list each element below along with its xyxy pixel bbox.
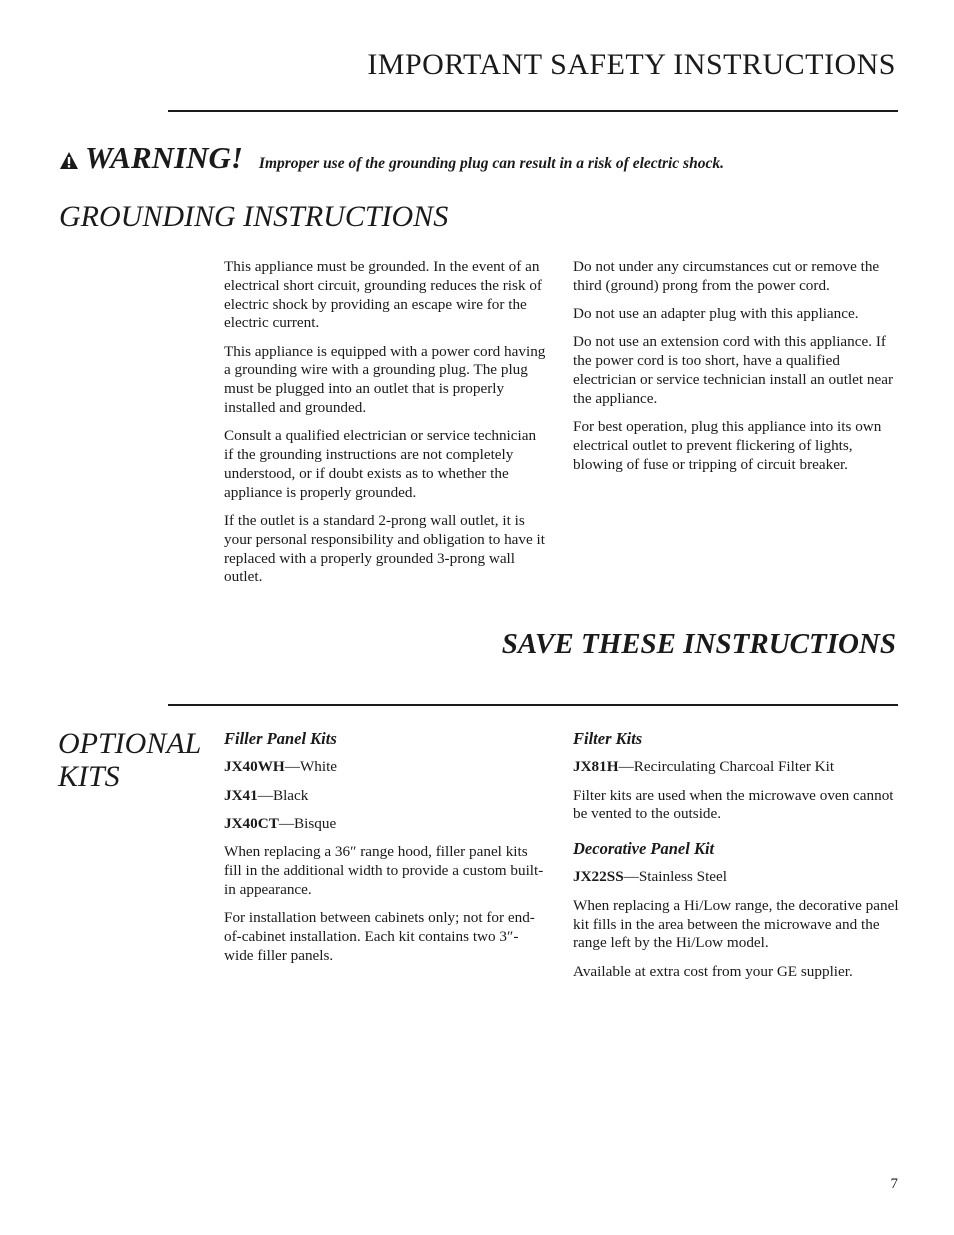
decorative-kit-paragraph: Available at extra cost from your GE supplier.	[573, 962, 853, 980]
kit-model-desc: Recirculating Charcoal Filter Kit	[633, 758, 835, 776]
kit-model-desc: Black	[272, 786, 309, 804]
optional-kits-title	[58, 727, 218, 793]
kit-model-line	[224, 758, 544, 777]
save-instructions-title: SAVE THESE INSTRUCTIONS	[501, 628, 896, 660]
warning-triangle-icon	[59, 151, 79, 170]
kit-model-desc: White	[299, 758, 338, 776]
top-divider	[168, 110, 898, 112]
filler-kits-paragraph: When replacing a 36″ range hood, filler panel kits fill in the additional width to provide a custom built-in appearance.	[224, 843, 544, 898]
warning-text: Improper use of the grounding plug can result in a risk of electric shock.	[258, 155, 724, 172]
kit-model-desc: Stainless Steel	[638, 868, 728, 886]
decorative-kit-paragraph: When replacing a Hi/Low range, the decorative panel kit fills in the area between the microwave and the range left by the Hi/Low model.	[573, 896, 899, 952]
grounding-right-column	[573, 258, 903, 484]
grounding-left-column	[224, 258, 549, 597]
filter-kits-paragraph: Filter kits are used when the microwave oven cannot be vented to the outside.	[573, 786, 894, 823]
kit-model-code: JX41	[224, 786, 258, 804]
filler-kits-paragraph: For installation between cabinets only; not for end-of-cabinet installation. Each kit contains two 3″-wide filler panels.	[224, 909, 535, 964]
grounding-paragraph: Do not use an adapter plug with this appliance.	[573, 305, 859, 323]
optional-kits-left-column	[224, 730, 544, 975]
kit-model-sep: —	[284, 758, 300, 776]
optional-kits-title-line1: OPTIONAL	[58, 727, 202, 760]
grounding-paragraph: Do not under any circumstances cut or remove the third (ground) prong from the power cord.	[573, 258, 880, 294]
decorative-kit-heading: Decorative Panel Kit	[573, 839, 715, 859]
kit-model-line	[224, 787, 544, 806]
kit-model-line	[573, 868, 903, 887]
page-number: 7	[890, 1176, 898, 1192]
optional-kits-title-line2: KITS	[58, 760, 120, 793]
warning-label: WARNING!	[85, 140, 243, 175]
optional-kits-right-column	[573, 730, 903, 991]
kit-model-line	[224, 815, 544, 834]
kit-model-sep: —	[278, 814, 295, 832]
middle-divider	[168, 704, 898, 706]
filter-kits-heading: Filter Kits	[573, 729, 643, 748]
grounding-paragraph: Do not use an extension cord with this appliance. If the power cord is too short, have a qualified electrician or service technician install an outlet near the appliance.	[573, 333, 894, 407]
kit-model-desc: Bisque	[294, 814, 337, 832]
kit-model-line	[573, 758, 903, 777]
warning-banner	[59, 140, 724, 176]
kit-model-sep: —	[623, 868, 639, 886]
kit-model-sep: —	[618, 758, 634, 776]
grounding-paragraph: This appliance is equipped with a power cord having a grounding wire with a grounding plug. The plug must be plugged into an outlet that is properly installed and grounded.	[224, 342, 546, 417]
page-header-title: IMPORTANT SAFETY INSTRUCTIONS	[367, 48, 896, 81]
grounding-title: GROUNDING INSTRUCTIONS	[59, 200, 449, 233]
grounding-paragraph: This appliance must be grounded. In the event of an electrical short circuit, grounding reduces the risk of electric shock by providing an escape wire for the electric current.	[224, 258, 542, 332]
kit-model-code: JX40WH	[224, 758, 285, 776]
kit-model-code: JX22SS	[573, 868, 624, 886]
kit-model-code: JX40CT	[224, 814, 279, 832]
kit-model-sep: —	[257, 786, 273, 804]
grounding-paragraph: For best operation, plug this appliance into its own electrical outlet to prevent flickering of lights, blowing of fuse or tripping of circuit breaker.	[573, 418, 882, 473]
filler-kits-heading: Filler Panel Kits	[224, 729, 337, 748]
grounding-paragraph: Consult a qualified electrician or service technician if the grounding instructions are not completely understood, or if doubt exists as to whether the appliance is properly grounded.	[224, 427, 537, 501]
grounding-paragraph: If the outlet is a standard 2-prong wall outlet, it is your personal responsibility and obligation to have it replaced with a properly grounded 3-prong wall outlet.	[224, 512, 545, 586]
kit-model-code: JX81H	[573, 758, 619, 776]
